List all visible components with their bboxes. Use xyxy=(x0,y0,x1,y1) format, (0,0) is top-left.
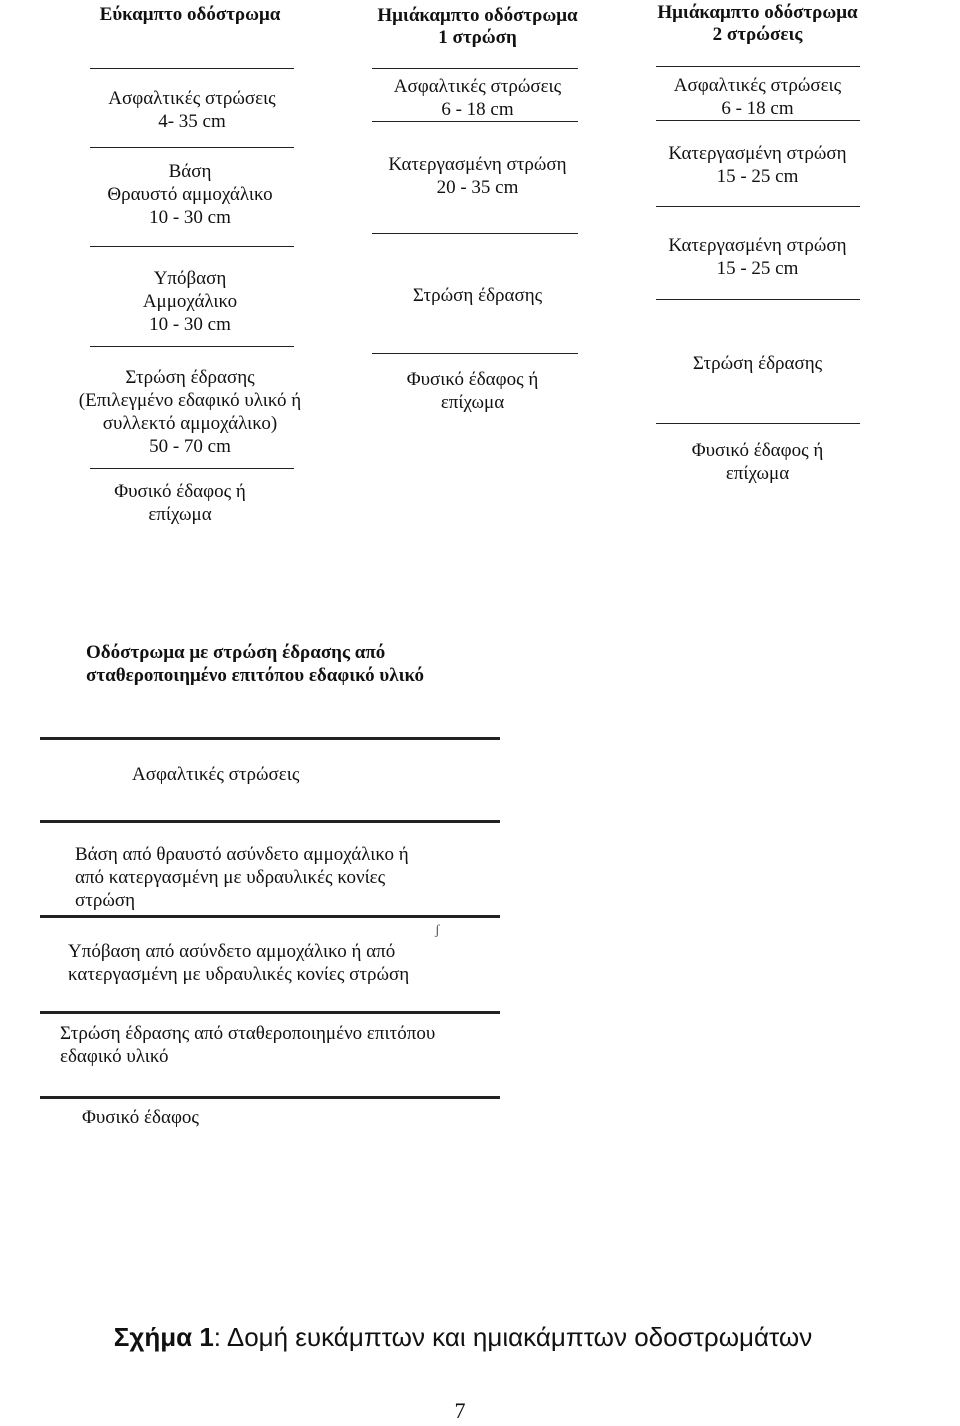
stabilized-subbase-layer: Υπόβαση από ασύνδετο αμμοχάλικο ή από κατεργασμένη με υδραυλικές κονίες στρώση xyxy=(68,941,410,985)
layer-divider xyxy=(90,346,294,347)
layer-divider xyxy=(40,820,500,823)
semi1-asphalt-layer: Ασφαλτικές στρώσεις 6 - 18 cm xyxy=(393,76,562,120)
layer-divider xyxy=(40,737,500,740)
layer-divider xyxy=(372,353,578,354)
flexible-base-layer: Βάση Θραυστό αμμοχάλικο 10 - 30 cm xyxy=(107,161,273,228)
layer-divider xyxy=(40,1096,500,1099)
flexible-subgrade-layer: Φυσικό έδαφος ή επίχωμα xyxy=(114,481,246,525)
semi2-header: Ημιάκαμπτο οδόστρωμα 2 στρώσεις xyxy=(657,2,858,45)
flexible-header: Εύκαμπτο οδόστρωμα xyxy=(99,4,281,25)
stray-mark: ʃ xyxy=(435,923,440,938)
flexible-formation-layer: Στρώση έδρασης (Επιλεγμένο εδαφικό υλικό ή συλλεκτό αμμοχάλικο) 50 - 70 cm xyxy=(78,367,302,457)
layer-divider xyxy=(90,246,294,247)
flexible-asphalt-layer: Ασφαλτικές στρώσεις 4- 35 cm xyxy=(108,88,276,132)
stabilized-formation-layer: Στρώση έδρασης από σταθεροποιημένο επιτόπου εδαφικό υλικό xyxy=(60,1023,436,1067)
caption-separator: : xyxy=(213,1322,222,1352)
layer-divider xyxy=(90,68,294,69)
layer-divider xyxy=(40,1011,500,1014)
stabilized-asphalt-layer: Ασφαλτικές στρώσεις xyxy=(132,764,300,785)
layer-divider xyxy=(656,66,860,67)
figure-caption xyxy=(0,1322,926,1353)
semi1-header: Ημιάκαμπτο οδόστρωμα 1 στρώση xyxy=(377,5,578,48)
layer-divider xyxy=(372,233,578,234)
layer-divider xyxy=(90,468,294,469)
stabilized-base-layer: Βάση από θραυστό ασύνδετο αμμοχάλικο ή από κατεργασμένη με υδραυλικές κονίες στρώση xyxy=(75,844,409,911)
semi2-asphalt-layer: Ασφαλτικές στρώσεις 6 - 18 cm xyxy=(673,75,842,119)
semi2-formation-layer: Στρώση έδρασης xyxy=(692,353,823,374)
semi2-treated-layer-2: Κατεργασμένη στρώση 15 - 25 cm xyxy=(668,235,847,279)
semi2-subgrade-layer: Φυσικό έδαφος ή επίχωμα xyxy=(691,440,824,484)
flexible-subbase-layer: Υπόβαση Αμμοχάλικο 10 - 30 cm xyxy=(142,268,238,335)
stabilized-subgrade-layer: Φυσικό έδαφος xyxy=(82,1107,199,1128)
layer-divider xyxy=(656,206,860,207)
layer-divider xyxy=(656,120,860,121)
layer-divider xyxy=(656,423,860,424)
stabilized-title: Οδόστρωμα με στρώση έδρασης από σταθεροποιημένο επιτόπου εδαφικό υλικό xyxy=(86,642,424,686)
figure-label: Σχήμα 1 xyxy=(113,1322,214,1352)
page-number: 7 xyxy=(454,1398,466,1423)
layer-divider xyxy=(372,121,578,122)
semi1-treated-layer: Κατεργασμένη στρώση 20 - 35 cm xyxy=(388,154,567,198)
layer-divider xyxy=(90,147,294,148)
semi1-formation-layer: Στρώση έδρασης xyxy=(412,285,543,306)
layer-divider xyxy=(40,915,500,918)
layer-divider xyxy=(372,68,578,69)
semi2-treated-layer-1: Κατεργασμένη στρώση 15 - 25 cm xyxy=(668,143,847,187)
semi1-subgrade-layer: Φυσικό έδαφος ή επίχωμα xyxy=(406,369,539,413)
layer-divider xyxy=(656,299,860,300)
caption-text: Δομή ευκάμπτων και ημιακάμπτων οδοστρωμάτων xyxy=(221,1322,813,1352)
